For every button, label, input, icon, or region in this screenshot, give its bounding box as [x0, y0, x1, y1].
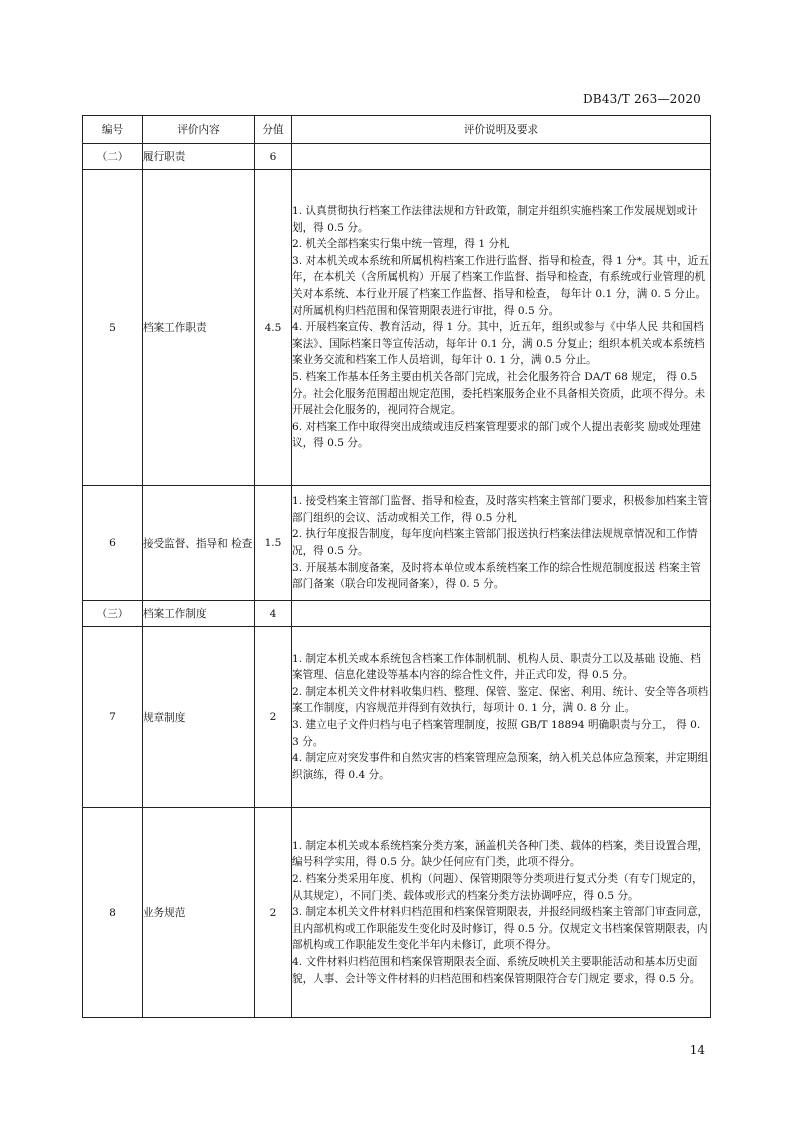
row-score: 1.5: [255, 486, 292, 601]
row-number: 8: [83, 808, 143, 1018]
row-number: （三）: [83, 601, 143, 627]
row-description: [292, 627, 711, 808]
requirement-item: 2. 档案分类采用年度、机构（问题）、保管期限等分类项进行复式分类（有专门规定的，从其规定），不同门类、载体或形式的档案分类方法协调呼应，得 0.5 分。: [292, 873, 703, 902]
requirement-item: 4. 开展档案宣传、教育活动，得 1 分。其中，近五年，组织或参与《中华人民 共和国档案法》、国际档案日等宣传活动，每年计 0.1 分，满 0.5 分复止；组织本机关或本系统档案业务交流和档案工作人员培训，每年计 0. 1 分，满 0.5 分止。: [292, 321, 705, 367]
requirement-item: 2. 机关全部档案实行集中统一管理，得 1 分札: [292, 238, 510, 251]
requirement-item: 6. 对档案工作中取得突出成绩或违反档案管理要求的部门或个人提出表彰奖 励或处理建议，得 0.5 分。: [292, 420, 701, 450]
row-number: 5: [83, 170, 143, 486]
requirement-item: 1. 制定本机关或本系统档案分类方案，涵盖机关各种门类、载体的档案，类目设置合理，编号科学实用，得 0.5 分。缺少任何应有门类，此项不得分。: [292, 839, 709, 869]
section-row: [83, 144, 711, 170]
row-content: 规章制度: [143, 627, 255, 808]
column-header-content: 评价内容: [143, 116, 255, 144]
requirement-item: 1. 接受档案主管部门监督、指导和检查，及时落实档案主管部门要求，积极参加档案主管部门组织的会议、活动或相关工作，得 0.5 分札: [292, 495, 709, 524]
table-row: [83, 627, 711, 808]
requirement-item: 5. 档案工作基本任务主要由机关各部门完成，社会化服务符合 DA/T 68 规定， 得 0.5 分。社会化服务范围超出规定范围，委托档案服务企业不具备相关资质，此项不得分。未开展社会化服务的，视同符合规定。: [292, 370, 706, 417]
row-description: [292, 170, 711, 486]
row-score: 4: [255, 601, 292, 627]
row-description: [292, 808, 711, 1018]
row-score: 6: [255, 144, 292, 170]
requirement-item: 3. 开展基本制度备案，及时将本单位或本系统档案工作的综合性规范制度报送 档案主管部门备案（联合印发视同备案），得 0. 5 分。: [292, 561, 701, 591]
column-header-number: 编号: [83, 116, 143, 144]
requirement-item: 3. 对本机关或本系统和所属机构档案工作进行监督、指导和检查，得 1 分*。其 中，近五年，在本机关（含所属机构）开展了档案工作监督、指导和检查，有系统或行业管理的机关对本系统、本行业开展了档案工作监督、指导和检查， 每年计 0.1 分，满 0. 5 分止。对所属机构归档范围和保管期限表进行审批，得 0.5 分。: [292, 254, 709, 317]
standard-code: DB43/T 263—2020: [582, 92, 701, 106]
row-description: [292, 144, 711, 170]
requirement-item: 2. 执行年度报告制度，每年度向档案主管部门报送执行档案法律法规规章情况和工作情况，得 0.5 分。: [292, 528, 698, 557]
evaluation-table: [82, 115, 711, 1018]
requirement-item: 1. 认真贯彻执行档案工作法律法规和方针政策，制定并组织实施档案工作发展规划或计划，得 0.5 分。: [292, 205, 698, 234]
table-header-row: [83, 116, 711, 144]
table-row: [83, 808, 711, 1018]
row-number: 7: [83, 627, 143, 808]
requirement-item: 3. 制定本机关文件材料归档范围和档案保管期限表，并报经同级档案主管部门审查同意，且内部机构或工作职能发生变化时及时修订，得 0.5 分。仅规定文书档案保管期限表，内部机构或工作职能发生变化半年内未修订，此项不得分。: [292, 906, 709, 952]
requirement-item: 4. 制定应对突发事件和自然灾害的档案管理应急预案，纳入机关总体应急预案，并定期组织演练，得 0.4 分。: [292, 752, 709, 781]
row-description: [292, 601, 711, 627]
requirement-item: 4. 文件材料归档范围和档案保管期限表全面、系统反映机关主要职能活动和基本历史面貌，人事、会计等文件材料的归档范围和档案保管期限符合专门规定 要求，得 0.5 分。: [292, 955, 701, 985]
requirement-item: 1. 制定本机关或本系统包含档案工作体制机制、机构人员、职责分工以及基础 设施、档案管理、信息化建设等基本内容的综合性文件，并正式印发，得 0.5 分。: [292, 652, 701, 682]
table-row: [83, 170, 711, 486]
page-number: 14: [689, 1043, 705, 1057]
row-description: [292, 486, 711, 601]
row-number: （二）: [83, 144, 143, 170]
row-content: 档案工作制度: [143, 601, 255, 627]
row-content: 履行职责: [143, 144, 255, 170]
requirement-item: 3. 建立电子文件归档与电子档案管理制度，按照 GB/T 18894 明确职责与分工， 得 0. 3 分。: [292, 719, 701, 748]
row-content: 档案工作职责: [143, 170, 255, 486]
row-content: 业务规范: [143, 808, 255, 1018]
column-header-score: 分值: [255, 116, 292, 144]
row-score: 4.5: [255, 170, 292, 486]
requirement-item: 2. 制定本机关文件材料收集归档、整理、保管、鉴定、保密、利用、统计、安全等各项档案工作制度，内容规范并得到有效执行，每项计 0. 1 分，满 0. 8 分 止。: [292, 685, 709, 715]
section-row: [83, 601, 711, 627]
column-header-description: 评价说明及要求: [292, 116, 711, 144]
table-row: [83, 486, 711, 601]
row-score: 2: [255, 627, 292, 808]
row-content: 接受监督、指导和 检查: [143, 486, 255, 601]
row-score: 2: [255, 808, 292, 1018]
row-number: 6: [83, 486, 143, 601]
